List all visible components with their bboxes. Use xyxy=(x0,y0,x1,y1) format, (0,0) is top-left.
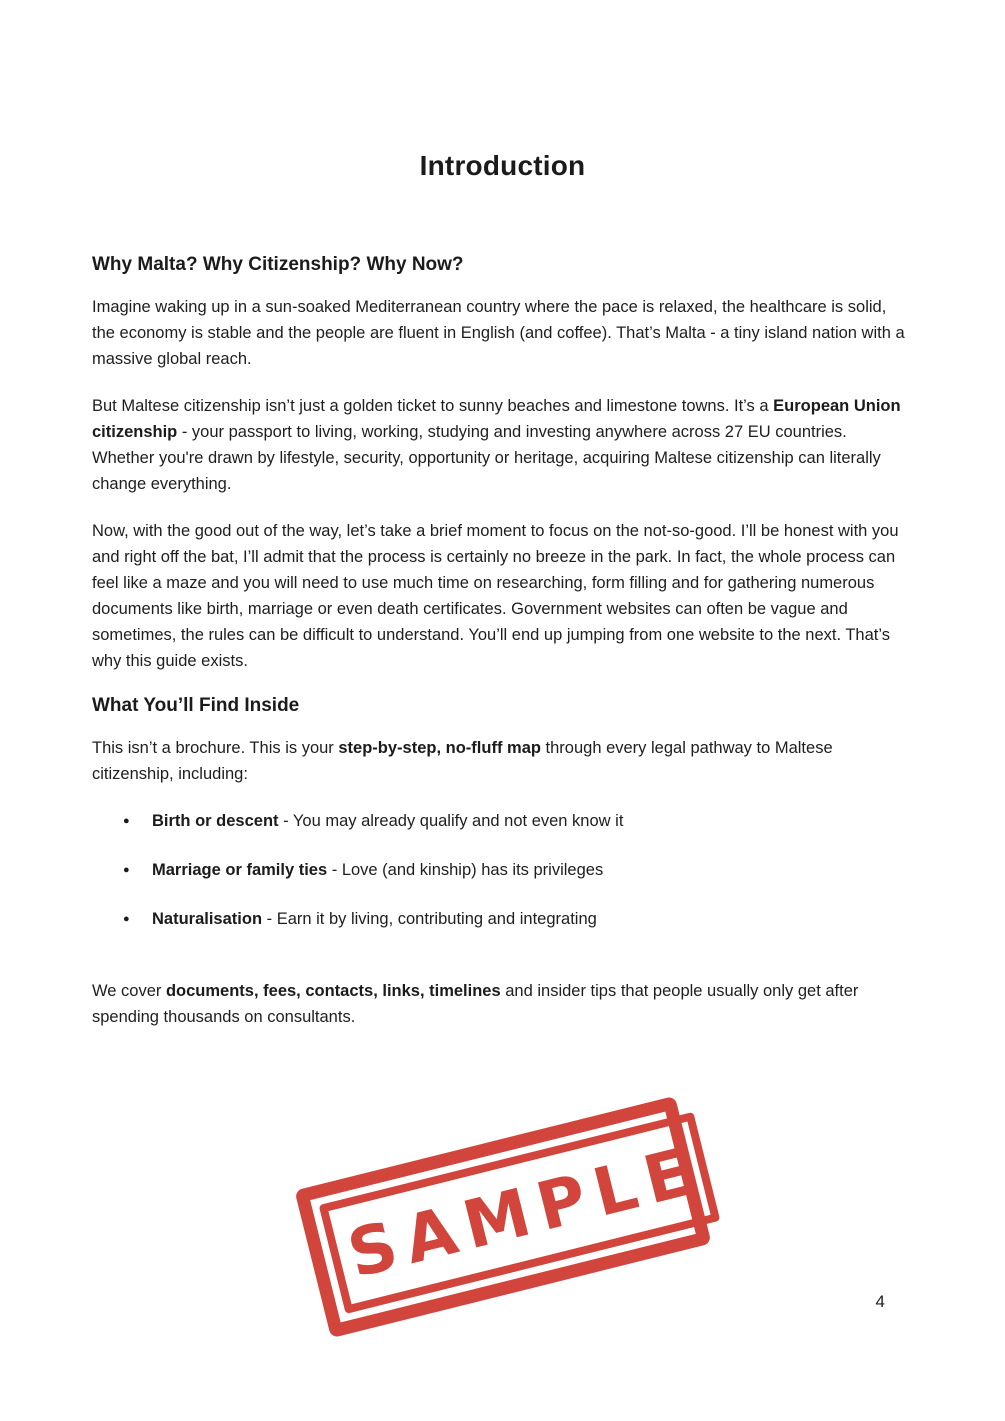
paragraph-text: But Maltese citizenship isn’t just a golden ticket to sunny beaches and limestone towns. It’s a xyxy=(92,397,774,415)
paragraph-we-cover xyxy=(92,978,913,1030)
paragraph-text: and insider tips that people usually only get after spending thousands on consultants. xyxy=(92,982,859,1026)
paragraph-eu-citizenship xyxy=(92,393,913,497)
paragraph-text: - your passport to living, working, studying and investing anywhere across 27 EU countries. Whether you're drawn by lifestyle, security, opportunity or heritage, acquiring Maltese citizenship can literally change everything. xyxy=(92,423,881,493)
bold-text-eu-citizenship: European Union citizenship xyxy=(92,397,901,441)
page-number: 4 xyxy=(875,1292,885,1311)
section-why-malta xyxy=(92,254,913,674)
paragraph-not-so-good: Now, with the good out of the way, let’s take a brief moment to focus on the not-so-good. I’ll be honest with you and right off the bat, I’ll admit that the process is certainly no breeze in the park. In fact, the whole process can feel like a maze and you will need to use much time on researching, form filling and for gathering numerous documents like birth, marriage or even death certificates. Government websites can often be vague and sometimes, the rules can be difficult to understand. You’ll end up jumping from one website to the next. That’s why this guide exists. xyxy=(92,522,899,670)
list-item-marriage-family-ties xyxy=(92,857,892,883)
paragraph-text: We cover xyxy=(92,982,166,1000)
sample-stamp-text: SAMPLE xyxy=(319,1112,720,1314)
bullet-list xyxy=(92,808,913,932)
bullet-text xyxy=(152,808,623,834)
bold-text-we-cover: documents, fees, contacts, links, timelines xyxy=(165,982,501,1000)
section-find-inside xyxy=(92,695,913,1030)
paragraph-text: through every legal pathway to Maltese citizenship, including: xyxy=(92,739,833,783)
paragraph-text: - Earn it by living, contributing and integrating xyxy=(262,910,597,928)
paragraph-text: - Love (and kinship) has its privileges xyxy=(327,861,604,879)
section-heading-find-inside: What You’ll Find Inside xyxy=(92,695,300,716)
bold-text: Naturalisation xyxy=(152,910,263,928)
paragraph-imagine: Imagine waking up in a sun-soaked Mediterranean country where the pace is relaxed, the healthcare is solid, the economy is stable and the people are fluent in English (and coffee). That’s Malta - a tiny island nation with a massive global reach. xyxy=(92,298,905,368)
bullet-icon: ● xyxy=(123,815,130,827)
section-heading-why-malta: Why Malta? Why Citizenship? Why Now? xyxy=(92,254,464,275)
paragraph-not-a-brochure xyxy=(92,735,913,787)
list-item-birth-or-descent xyxy=(92,808,892,834)
bold-text: Marriage or family ties xyxy=(152,861,328,879)
page-title: Introduction xyxy=(419,150,586,181)
bullet-text xyxy=(152,906,597,932)
paragraph-text: - You may already qualify and not even know it xyxy=(278,812,624,830)
list-item-naturalisation xyxy=(92,906,892,932)
bullet-icon: ● xyxy=(123,864,130,876)
paragraph-text: This isn’t a brochure. This is your xyxy=(92,739,339,757)
bullet-text xyxy=(152,857,603,883)
bullet-icon: ● xyxy=(123,913,130,925)
bold-text-step-by-step: step-by-step, no-fluff map xyxy=(338,739,541,757)
bold-text: Birth or descent xyxy=(152,812,279,830)
